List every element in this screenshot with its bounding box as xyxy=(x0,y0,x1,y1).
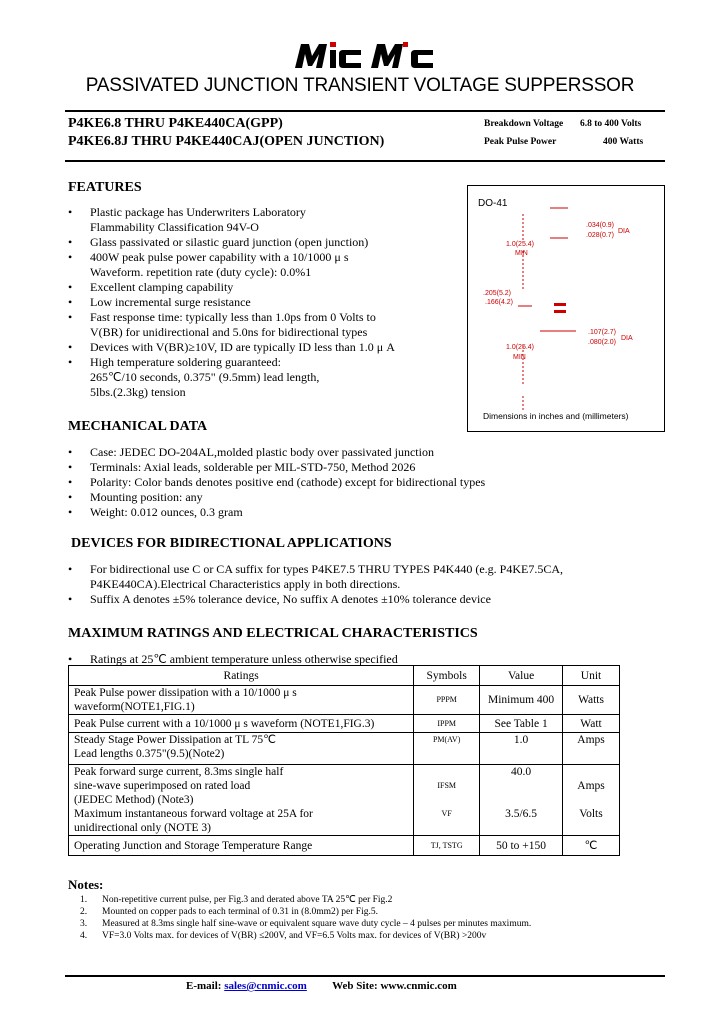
divider xyxy=(65,975,665,977)
package-drawing xyxy=(468,186,664,431)
notes-heading: Notes: xyxy=(68,877,104,892)
list-item: • Low incremental surge resistance xyxy=(68,295,251,309)
features-list xyxy=(68,205,458,400)
spec-label-power: Peak Pulse Power xyxy=(484,137,557,147)
table-header-row xyxy=(69,666,620,686)
dim-lead-length-b: 1.0(25.4) xyxy=(506,344,535,351)
column-header: Ratings xyxy=(69,666,414,686)
list-item: • Excellent clamping capability xyxy=(68,280,234,294)
dim-body-dia-2: .080(2.0) xyxy=(588,339,617,346)
note-item: 2. Mounted on copper pads to each terminal of 0.31 in (8.0mm2) per Fig.5. xyxy=(80,907,378,917)
list-item: • Weight: 0.012 ounces, 0.3 gram xyxy=(68,505,243,519)
footer xyxy=(186,980,457,992)
ratings-note: • Ratings at 25℃ ambient temperature unless otherwise specified xyxy=(68,652,398,666)
ratings-heading: MAXIMUM RATINGS AND ELECTRICAL CHARACTERISTICS xyxy=(68,626,478,641)
bidirectional-list xyxy=(68,562,628,607)
dim-lead-dia-label: DIA xyxy=(618,228,630,235)
web-label: Web Site: xyxy=(332,980,378,992)
features-heading: FEATURES xyxy=(68,180,142,195)
web-link[interactable]: www.cnmic.com xyxy=(380,980,457,992)
notes-list xyxy=(80,894,660,942)
dim-body-length: .205(5.2) xyxy=(483,290,512,297)
dim-lead-length-b-min: MIN xyxy=(513,354,526,361)
divider xyxy=(65,110,665,112)
package-outline-diagram xyxy=(467,185,665,432)
table-row: Peak Pulse power dissipation with a 10/1000 μ s waveform(NOTE1,FIG.1) PPPM Minimum 400 Watts xyxy=(69,686,620,715)
note-item: 1. Non-repetitive current pulse, per Fig.3 and derated above TA 25℃ per Fig.2 xyxy=(80,895,393,905)
list-item: • Plastic package has Underwriters Laboratory Flammability Classification 94V-O xyxy=(68,205,306,234)
dim-lead-length: 1.0(25.4) xyxy=(506,241,535,248)
ratings-table xyxy=(68,665,620,856)
list-item: • Glass passivated or silastic guard junction (open junction) xyxy=(68,235,369,249)
mechanical-heading: MECHANICAL DATA xyxy=(68,419,208,434)
list-item: • Polarity: Color bands denotes positive end (cathode) except for bidirectional types xyxy=(68,475,486,489)
list-item: • Devices with V(BR)≥10V, ID are typically ID less than 1.0 μ A xyxy=(68,340,395,354)
column-header: Symbols xyxy=(414,666,480,686)
spec-value-power: 400 Watts xyxy=(603,137,644,147)
list-item: • High temperature soldering guaranteed: 265℃/10 seconds, 0.375" (9.5mm) lead length, 5lbs.(2.3kg) tension xyxy=(68,355,320,399)
diagram-caption: Dimensions in inches and (millimeters) xyxy=(483,411,629,421)
list-item: • Fast response time: typically less than 1.0ps from 0 Volts to V(BR) for unidirectional and 5.0ns for bidirectional types xyxy=(68,310,376,339)
column-header: Unit xyxy=(563,666,620,686)
email-label: E-mail: xyxy=(186,980,222,992)
part-range-open-junction: P4KE6.8J THRU P4KE440CAJ(OPEN JUNCTION) xyxy=(68,134,385,149)
spec-value-breakdown: 6.8 to 400 Volts xyxy=(580,119,642,129)
note-item: 3. Measured at 8.3ms single half sine-wave or equivalent square wave duty cycle – 4 pulses per minutes maximum. xyxy=(80,919,532,929)
list-item: • Mounting position: any xyxy=(68,490,203,504)
mechanical-list xyxy=(68,445,628,520)
list-item: • 400W peak pulse power capability with a 10/1000 μ s Waveform. repetition rate (duty cycle): 0.0%1 xyxy=(68,250,349,279)
list-item: • Suffix A denotes ±5% tolerance device, No suffix A denotes ±10% tolerance device xyxy=(68,592,491,606)
dim-body-dia: .107(2.7) xyxy=(588,329,617,336)
dim-body-dia-label: DIA xyxy=(621,335,633,342)
package-label: DO-41 xyxy=(478,198,508,209)
list-item: • Case: JEDEC DO-204AL,molded plastic body over passivated junction xyxy=(68,445,434,459)
table-row: Peak Pulse current with a 10/1000 μ s waveform (NOTE1,FIG.3) IPPM See Table 1 Watt xyxy=(69,715,620,733)
table-row: Operating Junction and Storage Temperature Range TJ, TSTG 50 to +150 ℃ xyxy=(69,836,620,856)
company-logo xyxy=(295,40,437,68)
list-item: • Terminals: Axial leads, solderable per MIL-STD-750, Method 2026 xyxy=(68,460,416,474)
email-link[interactable]: sales@cnmic.com xyxy=(224,980,307,992)
dim-lead-dia-2: .028(0.7) xyxy=(586,232,615,239)
bidirectional-heading: DEVICES FOR BIDIRECTIONAL APPLICATIONS xyxy=(71,536,392,551)
column-header: Value xyxy=(480,666,563,686)
part-range-gpp: P4KE6.8 THRU P4KE440CA(GPP) xyxy=(68,116,283,131)
page-title: PASSIVATED JUNCTION TRANSIENT VOLTAGE SUPPERSSOR xyxy=(85,75,635,96)
note-item: 4. VF=3.0 Volts max. for devices of V(BR) ≤200V, and VF=6.5 Volts max. for devices of V(BR) >200v xyxy=(80,931,487,941)
divider xyxy=(65,160,665,162)
dim-body-length-2: .166(4.2) xyxy=(485,299,514,306)
table-row: Steady Stage Power Dissipation at TL 75℃ Lead lengths 0.375"(9.5)(Note2) PM(AV) 1.0 Amps xyxy=(69,733,620,765)
spec-label-breakdown: Breakdown Voltage xyxy=(484,119,564,129)
dim-lead-length-min: MIN xyxy=(515,250,528,257)
table-row: Peak forward surge current, 8.3ms single half sine-wave superimposed on rated load (JEDEC Method) (Note3) Maximum instantaneous forward voltage at 25A for unidirectional only (NOTE 3) IFSM VF 40.0 3.5/6.5 Amps Volts xyxy=(69,765,620,836)
list-item: • For bidirectional use C or CA suffix for types P4KE7.5 THRU TYPES P4K440 (e.g. P4KE7.5CA, P4KE440CA).Electrical Characteristics apply in both directions. xyxy=(68,562,563,591)
dim-lead-dia: .034(0.9) xyxy=(586,222,615,229)
